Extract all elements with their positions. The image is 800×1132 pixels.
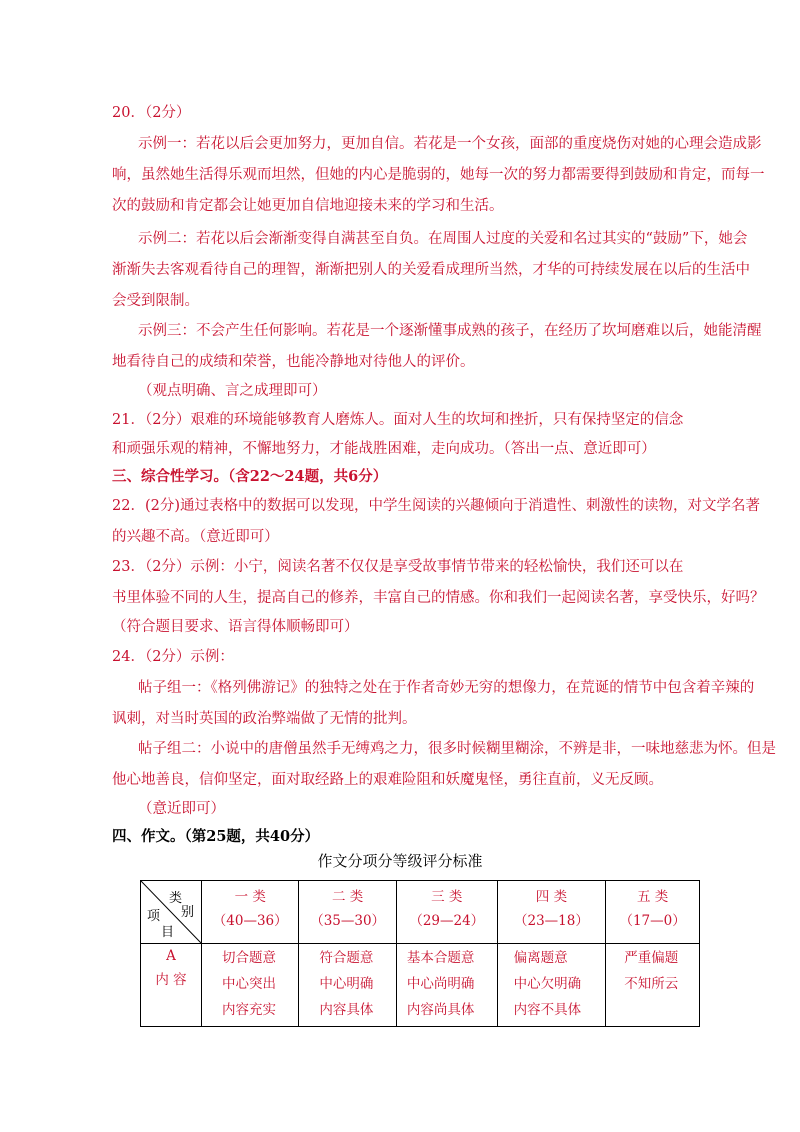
q24-heading: 24．（2分）示例： [112, 649, 234, 665]
q20-example2-line1: 示例二：若花以后会渐渐变得自满甚至自负。在周围人过度的关爱和名过其实的“鼓励”下，她会 [138, 231, 748, 247]
table-row [141, 944, 700, 1027]
column-range: （23—18） [514, 913, 589, 929]
criterion: 中心尚明确 [406, 976, 475, 992]
criterion: 中心欠明确 [513, 976, 582, 992]
column-range: （29—24） [409, 913, 485, 929]
table-corner-cell [141, 881, 202, 944]
corner-label-category-1: 类 [169, 891, 183, 906]
column-range: （35—30） [310, 913, 386, 929]
q20-example2-line3: 会受到限制。 [112, 293, 199, 309]
q21-line2: 和顽强乐观的精神，不懈地努力，才能战胜困难，走向成功。（答出一点、意近即可） [112, 441, 656, 457]
criterion: 中心突出 [222, 976, 276, 992]
row-label-content [141, 944, 202, 1027]
q24-group2-line1: 帖子组二：小说中的唐僧虽然手无缚鸡之力，很多时候糊里糊涂，不辨是非，一味地慈悲为怀。但是 [138, 741, 776, 757]
section-4-heading: 四、作文。（第25题，共40分） [112, 828, 320, 845]
q22-line2: 的兴趣不高。（意近即可） [112, 529, 279, 545]
q21-line1: 21．（2分）艰难的环境能够教育人磨炼人。面对人生的坎坷和挫折，只有保持坚定的信念 [112, 412, 684, 428]
q20-example3-line1: 示例三：不会产生任何影响。若花是一个逐渐懂事成熟的孩子，在经历了坎坷磨难以后，她能清醒 [138, 323, 762, 339]
q20-example1-line1: 示例一：若花以后会更加努力，更加自信。若花是一个女孩，面部的重度烧伤对她的心理会造成影 [138, 136, 762, 152]
criterion: 严重偏题 [624, 950, 679, 966]
criterion: 内容具体 [319, 1002, 374, 1018]
column-range: （40—36） [212, 913, 288, 929]
table-cell-class-1 [202, 944, 299, 1027]
column-name: 一 类 [234, 889, 266, 905]
row-label-letter: A [166, 948, 176, 964]
column-range: （17—0） [619, 913, 686, 929]
q23-line2: 书里体验不同的人生，提高自己的修养，丰富自己的情感。你和我们一起阅读名著，享受快乐，好吗？ [112, 590, 765, 606]
q23-line1: 23．（2分）示例：小宁，阅读名著不仅仅是享受故事情节带来的轻松愉快，我们还可以在 [112, 559, 684, 575]
column-header-class-1 [202, 881, 299, 944]
column-header-class-4 [497, 881, 606, 944]
criterion: 内容充实 [222, 1002, 276, 1018]
criterion: 内容不具体 [513, 1002, 582, 1018]
criterion: 内容尚具体 [406, 1002, 475, 1018]
section-3-heading: 三、综合性学习。（含22～24题，共6分） [112, 468, 388, 485]
table-title: 作文分项分等级评分标准 [317, 852, 483, 870]
table-cell-class-2 [299, 944, 396, 1027]
q20-example2-line2: 渐渐失去客观看待自己的理智，渐渐把别人的关爱看成理所当然，才华的可持续发展在以后的生活中 [112, 262, 750, 278]
criterion: 不知所云 [624, 976, 679, 992]
table-header-row [141, 881, 700, 944]
q24-group2-line2: 他心地善良，信仰坚定，面对取经路上的艰难险阻和妖魔鬼怪，勇往直前，义无反顾。 [112, 772, 663, 788]
q23-grading-note: （符合题目要求、语言得体顺畅即可） [112, 619, 359, 635]
q20-example1-line3: 次的鼓励和肯定都会让她更加自信地迎接未来的学习和生活。 [112, 198, 504, 214]
q20-heading: 20．（2分） [112, 105, 191, 121]
grading-table [140, 880, 700, 1027]
q20-grading-note: （观点明确、言之成理即可） [138, 383, 327, 399]
column-name: 四 类 [535, 889, 568, 905]
q24-group1-line1: 帖子组一：《格列佛游记》的独特之处在于作者奇妙无穷的想像力，在荒诞的情节中包含着辛辣的 [138, 680, 755, 696]
q22-line1: 22．(2分)通过表格中的数据可以发现，中学生阅读的兴趣倾向于消遣性、刺激性的读物，对文学名著 [112, 498, 760, 514]
q20-example3-line2: 地看待自己的成绩和荣誉，也能冷静地对待他人的评价。 [112, 354, 475, 370]
corner-label-item-1: 项 [147, 909, 161, 924]
q20-example1-line2: 响，虽然她生活得乐观而坦然，但她的内心是脆弱的，她每一次的努力都需要得到鼓励和肯定，而每一 [112, 167, 765, 183]
criterion: 基本合题意 [406, 950, 475, 966]
corner-label-item-2: 目 [161, 925, 175, 940]
criterion: 切合题意 [222, 950, 276, 966]
corner-label-category-2: 别 [181, 905, 195, 920]
column-header-class-2 [299, 881, 396, 944]
table-cell-class-3 [396, 944, 497, 1027]
criterion: 偏离题意 [513, 950, 568, 966]
column-name: 三 类 [431, 889, 463, 905]
column-header-class-3 [396, 881, 497, 944]
q24-grading-note: （意近即可） [138, 801, 225, 817]
table-cell-class-4 [497, 944, 606, 1027]
criterion: 符合题意 [319, 950, 374, 966]
column-name: 五 类 [636, 889, 669, 905]
criterion: 中心明确 [319, 976, 374, 992]
row-label-name: 内 容 [155, 972, 187, 988]
q24-group1-line2: 讽刺，对当时英国的政治弊端做了无情的批判。 [112, 711, 417, 727]
column-name: 二 类 [331, 889, 364, 905]
table-cell-class-5 [606, 944, 700, 1027]
column-header-class-5 [606, 881, 700, 944]
